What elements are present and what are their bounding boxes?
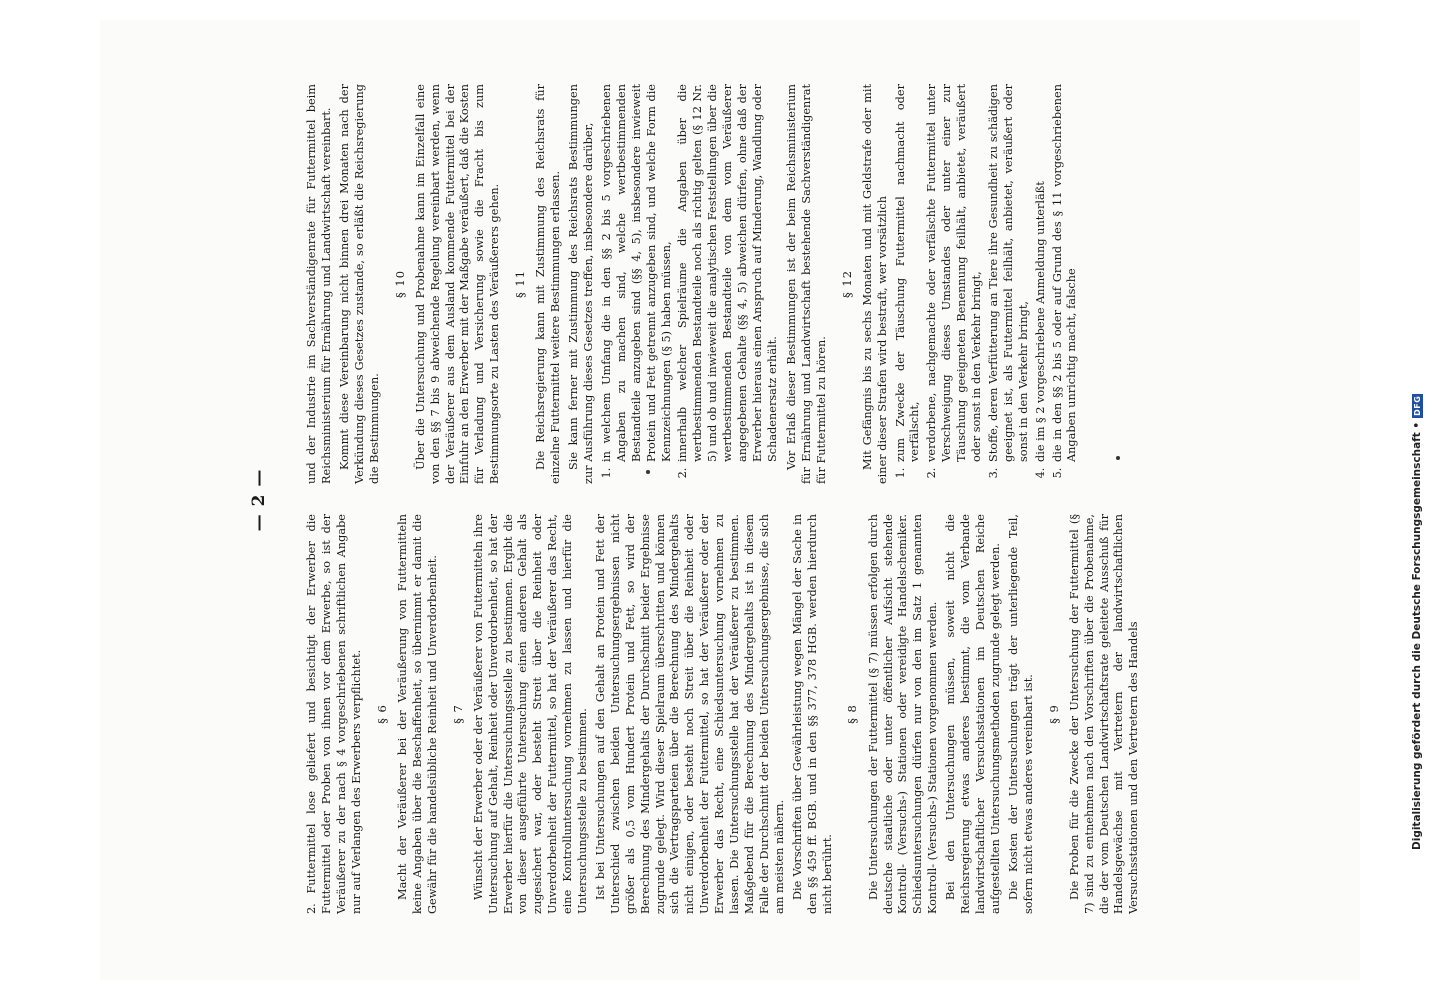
credit-text: Digitalisierung gefördert durch die Deutsche Forschungsgemeinschaft • [1411,421,1423,850]
section-12-list [894,84,1081,484]
section-7-paragraph-1: Wünscht der Erwerber oder der Veräußerer von Futtermitteln ihre Untersuchung auf Gehalt, Reinheit oder Unverdorbenheit, so hat der Erwerber hierfür die Untersuchungsstelle zu bestimmen. Ergibt die von dieser ausgeführte Untersuchung einen anderen Gehalt als zugesichert war, oder besteht Streit über die Reinheit oder Unverdorbenheit der Futtermittel, so hat der Veräußerer das Recht, eine Kontrolluntersuchung vornehmen zu lassen und hierfür die Untersuchungsstelle zu bestimmen. [471,514,590,914]
section-6-heading: § 6 [374,704,389,724]
section-8-heading: § 8 [845,704,860,724]
section-11-paragraph-1: Die Reichsregierung kann mit Zustimmung des Reichsrats für einzelne Futtermittel weitere Bestimmungen erlassen. [534,84,563,484]
right-column [305,84,1084,484]
list-item: 3. Stoffe, deren Verfütterung an Tiere ihre Gesundheit zu schädigen geeignet ist, als Futtermittel feilhält, anbietet, veräußert oder sonst in den Verkehr bringt, [987,84,1032,464]
list-item: 4. die im § 2 vorgeschriebene Anmeldung unterläßt [1034,84,1049,464]
section-12-paragraph-1: Mit Gefängnis bis zu sechs Monaten und mit Geldstrafe oder mit einer dieser Strafen wird bestraft, wer vorsätzlich [860,84,889,484]
dfg-logo: DFG [1412,395,1422,416]
scanned-page [100,20,1360,980]
scan-dot [1116,456,1120,460]
section-8-paragraph-3: Die Kosten der Untersuchungen trägt der unterliegende Teil, sofern nicht etwas anderes vereinbart ist. [1006,514,1035,914]
list-item: 5. die in den §§ 2 bis 5 oder auf Grund des § 11 vorgeschriebenen Angaben unrichtig macht, falsche [1051,84,1081,464]
section-11-list [600,84,781,484]
section-8-paragraph-2: Bei den Untersuchungen müssen, soweit nicht die Reichsregierung etwas anderes bestimmt, die vom Verbande landwirtschaftlicher Versuchsstationen im Deutschen Reiche aufgestellten Untersuchungsmethoden zugrunde gelegt werden. [944,514,1002,914]
section-7-heading: § 7 [450,704,465,724]
section-12-heading: § 12 [839,269,854,299]
section-9-text: Die Proben für die Zwecke der Untersuchung der Futtermittel (§ 7) sind zu entnehmen nach den Vorschriften über die Probenahme, die der vom Deutschen Landwirtschaftsrate geleitete Ausschuß für Handelsgewächse mit Vertretern der landwirtschaftlichen Versuchsstationen und den Vertretern des Handels [1067,514,1141,914]
rotated-text-frame [235,70,1395,930]
section-9-continuation: und der Industrie im Sachverständigenrate für Futtermittel beim Reichsministerium für Ernährung und Landwirtschaft vereinbart. [305,84,333,484]
item-2-paragraph: 2. Futtermittel lose geliefert und besichtigt der Erwerber die Futtermittel oder Proben von ihnen vor dem Erwerbe, so ist der Veräußerer zu der nach § 4 vorgeschriebenen schriftlichen Angabe nur auf Verlangen des Erwerbers verpflichtet. [305,514,363,914]
section-8-paragraph-1: Die Untersuchungen der Futtermittel (§ 7) müssen erfolgen durch deutsche staatliche oder unter öffentlicher Aufsicht stehende Kontroll- (Versuchs-) Stationen oder vereidigte Handelschemiker. Schiedsuntersuchungen dürfen nur von den im Satz 1 genannten Kontroll- (Versuchs-) Stationen vorgenommen werden. [866,514,940,914]
list-item: 2. verdorbene, nachgemachte oder verfälschte Futtermittel unter Verschweigung dieses Umstandes oder unter einer zur Täuschung geeigneten Benennung feilhält, anbietet, veräußert oder sonst in den Verkehr bringt, [925,84,985,464]
list-item: 1. zum Zwecke der Täuschung Futtermittel nachmacht oder verfälscht, [894,84,924,464]
list-item: 1. in welchem Umfang die in den §§ 2 bis 5 vorgeschriebenen Angaben zu machen sind, welche wertbestimmenden Bestandteile anzugeben sind (§§ 4, 5), insbesondere inwieweit Protein und Fett getrennt anzugeben sind, und welche Form die Kennzeichnungen (§ 5) haben müssen, [600,84,675,464]
left-column [305,514,1145,914]
scan-dot [646,470,650,474]
section-11-heading: § 11 [513,269,528,299]
section-6-text: Macht der Veräußerer bei der Veräußerung von Futtermitteln keine Angaben über die Beschaffenheit, so übernimmt er damit die Gewähr für die handelsübliche Reinheit und Unverdorbenheit. [395,514,439,914]
section-7-paragraph-2: Ist bei Untersuchungen auf den Gehalt an Protein und Fett der Unterschied zwischen beiden Untersuchungsergebnissen nicht größer als 0,5 vom Hundert Protein und Fett, so wird der Berechnung des Mindergehalts der Durchschnitt beider Ergebnisse zugrunde gelegt. Wird dieser Spielraum überschritten und können sich die Vertragsparteien über die Berechnung des Mindergehalts nicht einigen, oder besteht noch Streit über die Reinheit oder Unverdorbenheit der Futtermittel, so hat der Veräußerer oder der Erwerber das Recht, eine Schiedsuntersuchung vornehmen zu lassen. Die Untersuchungsstelle hat der Veräußerer zu bestimmen. Maßgebend für die Berechnung des Mindergehalts ist in diesem Falle der Durchschnitt der beiden Untersuchungsergebnisse, die sich am meisten nähern. [593,514,786,914]
section-10-heading: § 10 [392,269,407,299]
section-9-heading: § 9 [1046,704,1061,724]
list-item: 2. innerhalb welcher Spielräume die Angaben über die wertbestimmenden Bestandteile noch als richtig gelten (§ 12 Nr. 5) und ob und inwieweit die analytischen Feststellungen über die wertbestimmenden Bestandteile von dem vom Veräußerer angegebenen Gehalte (§§ 4, 5) abweichen dürfen, ohne daß der Erwerber hieraus einen Anspruch auf Minderung, Wandlung oder Schadenersatz erhält. [676,84,780,464]
section-7-paragraph-3: Die Vorschriften über Gewährleistung wegen Mängel der Sache in den §§ 459 ff. BGB. und in den §§ 377, 378 HGB. werden hierdurch nicht berührt. [790,514,834,914]
page-number: — 2 — [249,468,269,532]
section-10-text: Über die Untersuchung und Probenahme kann im Einzelfall eine von den §§ 7 bis 9 abweichende Regelung vereinbart werden, wenn der Veräußerer aus dem Ausland kommende Futtermittel bei der Einfuhr an den Erwerber mit der Maßgabe veräußert, daß die Kosten für Verladung und Versicherung sowie die Fracht bis zum Bestimmungsorte zu Lasten des Veräußerers gehen. [413,84,502,484]
section-11-paragraph-3: Vor Erlaß dieser Bestimmungen ist der beim Reichsministerium für Ernährung und Landwirtschaft bestehende Sachverständigenrat für Futtermittel zu hören. [784,84,828,484]
digitization-credit [1408,150,1426,850]
section-9-paragraph-2: Kommt diese Vereinbarung nicht binnen drei Monaten nach der Verkündung dieses Gesetzes zustande, so erläßt die Reichsregierung die Bestimmungen. [337,84,381,484]
section-11-paragraph-2: Sie kann ferner mit Zustimmung des Reichsrats Bestimmungen zur Ausführung dieses Gesetzes treffen, insbesondere darüber, [567,84,596,484]
